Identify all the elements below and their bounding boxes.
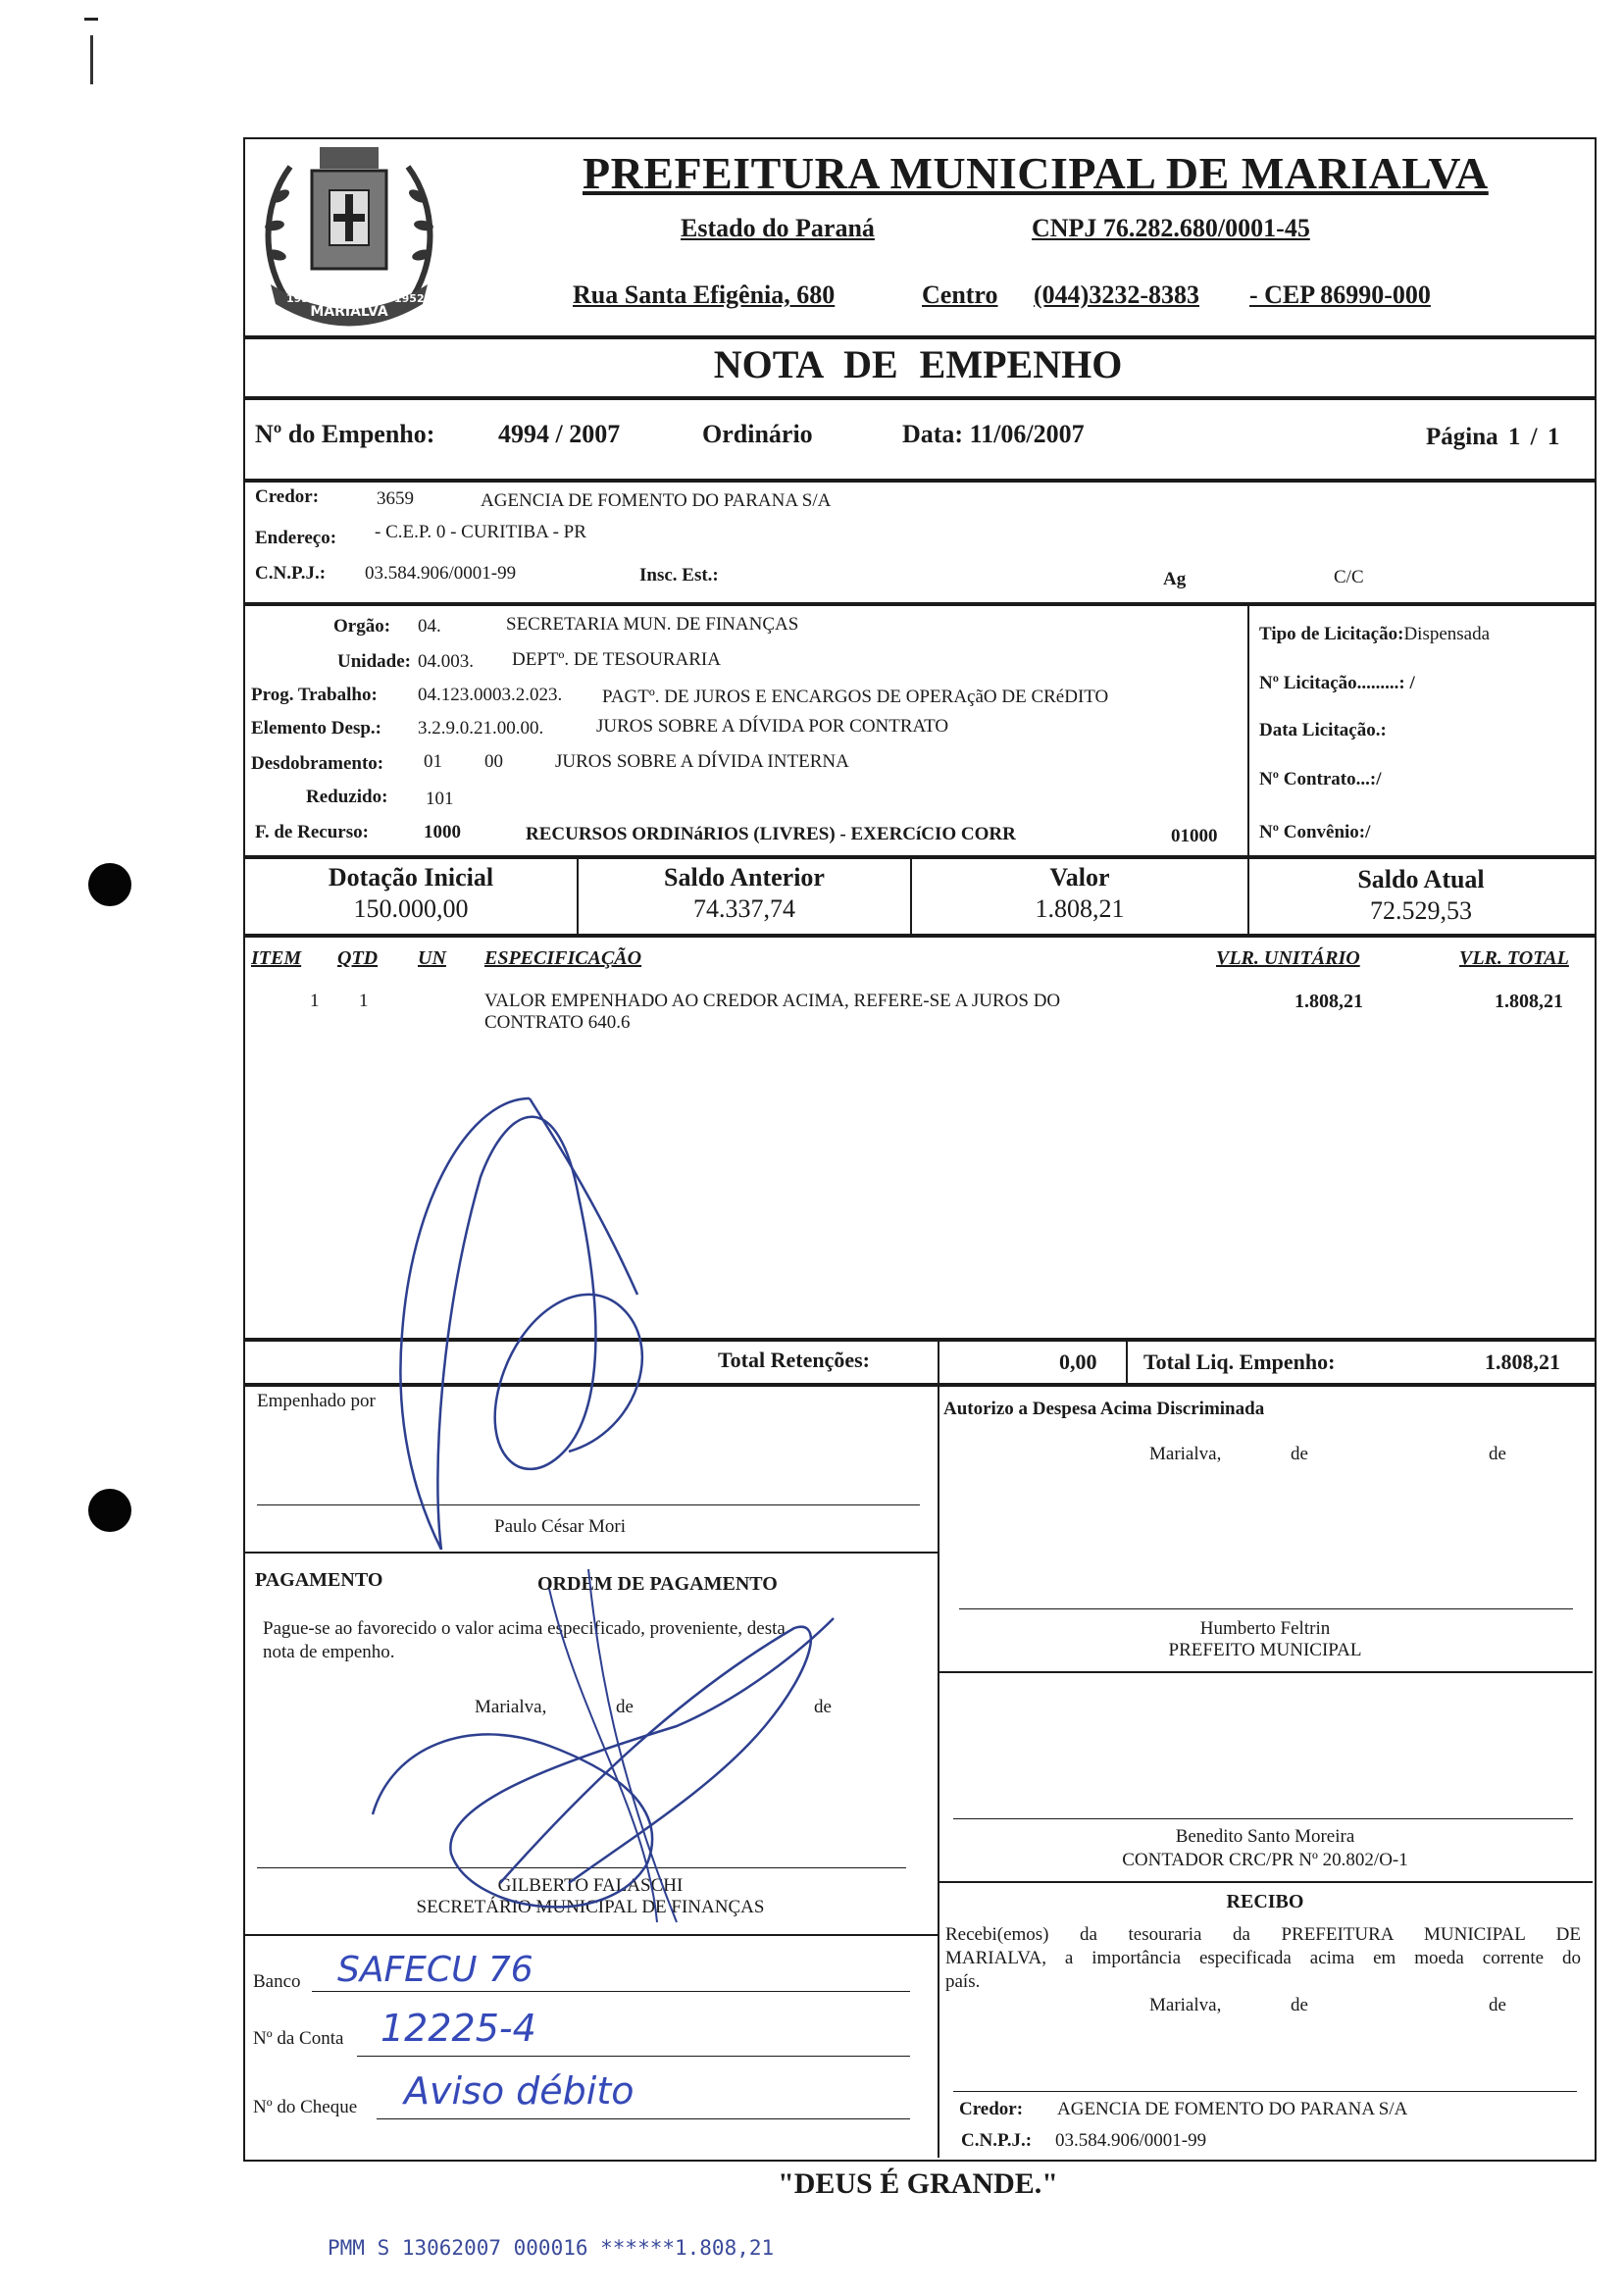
scan-mark xyxy=(90,35,93,84)
row-description-line1: VALOR EMPENHADO AO CREDOR ACIMA, REFERE-SE A JUROS DO xyxy=(484,991,1061,1011)
footer-motto: "DEUS É GRANDE." xyxy=(778,2167,1058,2200)
liquid-total-label: Total Liq. Empenho: xyxy=(1143,1350,1336,1374)
page-number: Página 1 / 1 xyxy=(1426,424,1560,450)
elemento-description: JUROS SOBRE A DÍVIDA POR CONTRATO xyxy=(596,716,949,737)
prefeito-bottom-line xyxy=(938,1671,1593,1673)
banco-label: Banco xyxy=(253,1971,301,1992)
binder-hole-bottom xyxy=(88,1489,131,1532)
unidade-code: 04.003. xyxy=(418,651,474,672)
recibo-cnpj-label: C.N.P.J.: xyxy=(961,2130,1033,2151)
pagamento-city: Marialva, xyxy=(475,1697,547,1717)
contador-name: Benedito Santo Moreira xyxy=(1175,1826,1355,1847)
empenhado-name: Paulo César Mori xyxy=(494,1516,627,1537)
recibo-credor-label: Credor: xyxy=(959,2099,1024,2119)
empenho-date: Data: 11/06/2007 xyxy=(902,420,1085,448)
fonte-recurso-code: 1000 xyxy=(424,822,461,842)
prefeito-name: Humberto Feltrin xyxy=(1199,1618,1331,1639)
desdobramento-label: Desdobramento: xyxy=(251,753,384,774)
elemento-code: 3.2.9.0.21.00.00. xyxy=(418,718,544,739)
contador-bottom-line xyxy=(938,1881,1593,1883)
municipality-title: PREFEITURA MUNICIPAL DE MARIALVA xyxy=(583,148,1489,198)
orgao-label: Orgão: xyxy=(333,616,391,637)
svg-text:MARIALVA: MARIALVA xyxy=(310,304,388,320)
creditor-label: Credor: xyxy=(255,486,320,507)
licitacao-type-label: Tipo de Licitação: xyxy=(1259,624,1404,644)
agency-label: Ag xyxy=(1163,569,1187,589)
banco-handwritten: SAFECU 76 xyxy=(337,1950,533,1990)
lower-vertical-divider xyxy=(938,1383,939,2158)
contador-title: CONTADOR CRC/PR Nº 20.802/O-1 xyxy=(1122,1850,1408,1870)
prog-trabalho-label: Prog. Trabalho: xyxy=(251,685,378,705)
pagamento-de-2: de xyxy=(814,1697,832,1717)
banco-field-line xyxy=(312,1991,910,1992)
pagamento-text-line1: Pague-se ao favorecido o valor acima especificado, proveniente, desta xyxy=(263,1618,786,1639)
ordem-pagamento-label: ORDEM DE PAGAMENTO xyxy=(537,1573,778,1595)
empenhado-label: Empenhado por xyxy=(257,1391,376,1411)
recibo-text-line3: país. xyxy=(945,1971,981,1992)
signature-gilberto xyxy=(353,1559,863,1952)
municipality-cnpj: CNPJ 76.282.680/0001-45 xyxy=(1032,214,1310,242)
autorizo-de-2: de xyxy=(1489,1444,1506,1464)
unidade-label: Unidade: xyxy=(337,651,411,672)
cheque-field-line xyxy=(377,2118,910,2119)
recibo-title: RECIBO xyxy=(1226,1891,1304,1912)
footer-stamp: PMM S 13062007 000016 ******1.808,21 xyxy=(328,2236,775,2260)
reduzido-value: 101 xyxy=(426,789,454,809)
desdobramento-code-1: 01 xyxy=(424,751,442,772)
row-unit-price: 1.808,21 xyxy=(1294,991,1363,1012)
document-title: NOTA DE EMPENHO xyxy=(713,342,1123,386)
recibo-signature-line xyxy=(953,2091,1577,2092)
col-header-item: ITEM xyxy=(251,947,302,969)
creditor-code: 3659 xyxy=(377,488,414,509)
licitacao-type xyxy=(1259,624,1490,645)
col-header-total: VLR. TOTAL xyxy=(1459,947,1569,969)
retencoes-value: 0,00 xyxy=(1059,1350,1097,1374)
fonte-recurso-number: 01000 xyxy=(1171,826,1218,846)
district: Centro xyxy=(922,280,998,309)
creditor-address: - C.E.P. 0 - CURITIBA - PR xyxy=(375,522,586,542)
totals-divider xyxy=(938,1338,939,1383)
elemento-label: Elemento Desp.: xyxy=(251,718,381,739)
recibo-text-line2: MARIALVA, a importância especificada acima em moeda corrente do xyxy=(945,1948,1581,1968)
conta-field-line xyxy=(357,2056,910,2057)
valor-label: Valor xyxy=(1049,863,1110,892)
licitacao-type-value: Dispensada xyxy=(1403,624,1491,644)
convenio-number: Nº Convênio:/ xyxy=(1259,822,1371,842)
empenho-label: Nº do Empenho: xyxy=(255,420,435,448)
contract-number: Nº Contrato...:/ xyxy=(1259,769,1382,790)
autorizo-label: Autorizo a Despesa Acima Discriminada xyxy=(943,1399,1265,1419)
col-header-unit-price: VLR. UNITÁRIO xyxy=(1216,947,1360,969)
dotacao-inicial-label: Dotação Inicial xyxy=(328,863,494,892)
prog-trabalho-code: 04.123.0003.2.023. xyxy=(418,685,563,705)
svg-text:1952: 1952 xyxy=(394,292,425,305)
contador-signature-line xyxy=(953,1818,1573,1819)
phone: (044)3232-8383 xyxy=(1034,280,1199,309)
liquid-total-value: 1.808,21 xyxy=(1485,1350,1560,1374)
saldo-atual-value: 72.529,53 xyxy=(1370,896,1472,925)
prefeito-signature-line xyxy=(959,1608,1573,1609)
state-name: Estado do Paraná xyxy=(681,214,875,242)
pagamento-label: PAGAMENTO xyxy=(255,1569,383,1591)
classification-divider xyxy=(1247,602,1249,855)
account-label: C/C xyxy=(1334,567,1364,587)
recibo-de-1: de xyxy=(1291,1995,1308,2015)
saldo-anterior-label: Saldo Anterior xyxy=(664,863,825,892)
row-description-line2: CONTRATO 640.6 xyxy=(484,1012,631,1033)
desdobramento-description: JUROS SOBRE A DÍVIDA INTERNA xyxy=(555,751,849,772)
creditor-cnpj: 03.584.906/0001-99 xyxy=(365,563,517,584)
col-header-especificacao: ESPECIFICAÇÃO xyxy=(484,947,642,969)
row-total: 1.808,21 xyxy=(1495,991,1563,1012)
licitacao-number: Nº Licitação.........: / xyxy=(1259,673,1415,693)
reduzido-label: Reduzido: xyxy=(306,787,388,807)
totals-divider xyxy=(1126,1338,1128,1383)
secretario-title: SECRETÁRIO MUNICIPAL DE FINANÇAS xyxy=(416,1897,765,1917)
state-registration-label: Insc. Est.: xyxy=(639,565,719,586)
pagamento-de-1: de xyxy=(616,1697,634,1717)
fonte-recurso-description: RECURSOS ORDINáRIOS (LIVRES) - EXERCíCIO CORR xyxy=(526,824,1016,844)
orgao-code: 04. xyxy=(418,616,441,637)
dotacao-inicial-value: 150.000,00 xyxy=(353,894,469,923)
autorizo-city: Marialva, xyxy=(1149,1444,1222,1464)
recibo-text-line1: Recebi(emos) da tesouraria da PREFEITURA MUNICIPAL DE xyxy=(945,1924,1581,1945)
conta-label: Nº da Conta xyxy=(253,2028,344,2049)
recibo-cnpj-value: 03.584.906/0001-99 xyxy=(1055,2130,1207,2151)
orgao-description: SECRETARIA MUN. DE FINANÇAS xyxy=(506,614,799,635)
col-header-qtd: QTD xyxy=(337,947,379,969)
municipal-seal-logo xyxy=(251,137,447,333)
pagamento-text-line2: nota de empenho. xyxy=(263,1642,395,1662)
desdobramento-code-2: 00 xyxy=(484,751,503,772)
valor-value: 1.808,21 xyxy=(1035,894,1125,923)
conta-handwritten: 12225-4 xyxy=(381,2007,536,2050)
fonte-recurso-label: F. de Recurso: xyxy=(255,822,369,842)
licitacao-date: Data Licitação.: xyxy=(1259,720,1387,740)
recibo-city: Marialva, xyxy=(1149,1995,1222,2015)
address-label: Endereço: xyxy=(255,528,337,548)
cheque-handwritten: Aviso débito xyxy=(404,2069,634,2113)
creditor-name: AGENCIA DE FOMENTO DO PARANA S/A xyxy=(481,490,832,511)
unidade-description: DEPTº. DE TESOURARIA xyxy=(512,649,721,670)
recibo-credor-value: AGENCIA DE FOMENTO DO PARANA S/A xyxy=(1057,2099,1408,2119)
recibo-de-2: de xyxy=(1489,1995,1506,2015)
cheque-label: Nº do Cheque xyxy=(253,2097,358,2117)
saldo-atual-label: Saldo Atual xyxy=(1357,865,1485,893)
secretario-name: GILBERTO FALASCHI xyxy=(497,1875,684,1896)
row-qtd: 1 xyxy=(359,991,369,1011)
autorizo-de-1: de xyxy=(1291,1444,1308,1464)
cnpj-label: C.N.P.J.: xyxy=(255,563,327,584)
empenho-number: 4994 / 2007 xyxy=(498,420,621,448)
signature-paulo xyxy=(373,1079,686,1569)
prefeito-title: PREFEITO MUNICIPAL xyxy=(1168,1640,1362,1660)
empenho-type: Ordinário xyxy=(702,420,813,448)
svg-text:1951: 1951 xyxy=(286,292,317,305)
postal-code: - CEP 86990-000 xyxy=(1249,280,1431,309)
binder-hole-top xyxy=(88,863,131,906)
retencoes-label: Total Retenções: xyxy=(718,1348,870,1372)
col-header-un: UN xyxy=(418,947,446,969)
saldo-anterior-value: 74.337,74 xyxy=(693,894,795,923)
row-item: 1 xyxy=(310,991,320,1011)
prog-trabalho-description: PAGTº. DE JUROS E ENCARGOS DE OPERAçãO DE CRéDITO xyxy=(602,687,1109,707)
street-address: Rua Santa Efigênia, 680 xyxy=(573,280,836,309)
scan-mark xyxy=(84,18,98,21)
